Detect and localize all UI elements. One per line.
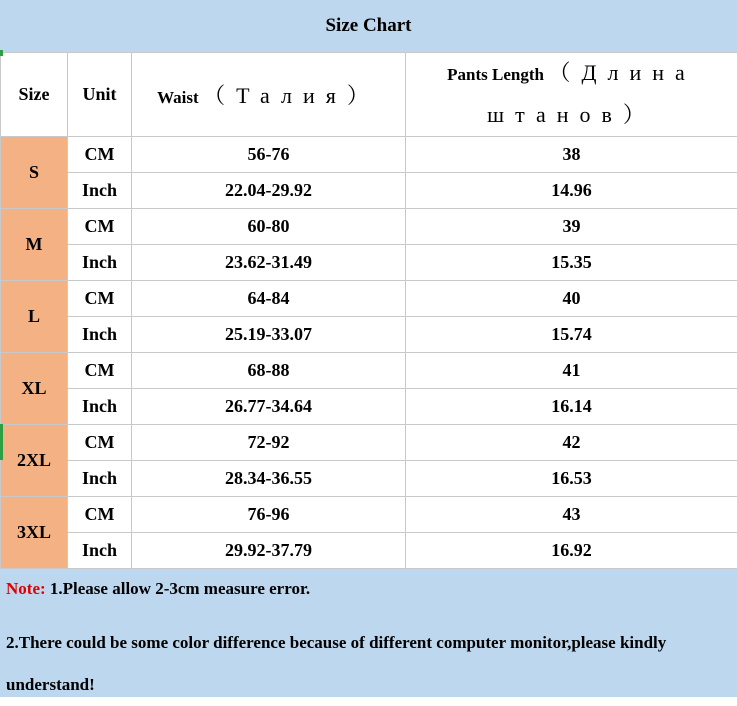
table-row [1,317,737,353]
size-table [0,52,737,569]
waist-cell: 56-76 [132,137,406,173]
unit-cell: CM [68,281,132,317]
waist-cell: 72-92 [132,425,406,461]
unit-cell: Inch [68,389,132,425]
pants-length-cell: 42 [406,425,737,461]
table-header-row [1,53,737,137]
pants-length-cell: 14.96 [406,173,737,209]
table-row [1,497,737,533]
unit-cell: Inch [68,461,132,497]
table-row [1,137,737,173]
header-unit: Unit [68,53,132,137]
table-row [1,461,737,497]
waist-cell: 23.62-31.49 [132,245,406,281]
pants-length-cell: 15.74 [406,317,737,353]
unit-cell: CM [68,353,132,389]
unit-cell: CM [68,425,132,461]
note-line-1 [6,579,310,599]
table-row [1,353,737,389]
unit-cell: Inch [68,245,132,281]
unit-cell: Inch [68,317,132,353]
size-label: S [1,137,68,209]
pants-length-cell: 39 [406,209,737,245]
pants-length-cell: 43 [406,497,737,533]
pants-length-cell: 40 [406,281,737,317]
size-label: 2XL [1,425,68,497]
waist-cell: 60-80 [132,209,406,245]
waist-cell: 26.77-34.64 [132,389,406,425]
waist-cell: 22.04-29.92 [132,173,406,209]
pants-length-cell: 16.14 [406,389,737,425]
edge-mark [0,50,3,56]
table-row [1,245,737,281]
size-label: 3XL [1,497,68,569]
size-label: M [1,209,68,281]
chart-title: Size Chart [0,0,737,53]
unit-cell: Inch [68,173,132,209]
pants-length-cell: 16.92 [406,533,737,569]
header-pants-en: Pants Length [447,65,544,84]
header-pants-length [406,53,737,137]
pants-length-cell: 15.35 [406,245,737,281]
pants-length-cell: 38 [406,137,737,173]
edge-mark [0,424,3,460]
table-row [1,281,737,317]
header-pants-ru: （Длина штанов） [487,60,696,127]
table-row [1,209,737,245]
waist-cell: 28.34-36.55 [132,461,406,497]
table-row [1,425,737,461]
waist-cell: 25.19-33.07 [132,317,406,353]
unit-cell: CM [68,497,132,533]
table-row [1,389,737,425]
header-waist [132,53,406,137]
table-row [1,173,737,209]
pants-length-cell: 16.53 [406,461,737,497]
table-row [1,533,737,569]
header-size: Size [1,53,68,137]
header-waist-ru: （Талия） [203,83,380,108]
size-label: L [1,281,68,353]
unit-cell: CM [68,209,132,245]
size-label: XL [1,353,68,425]
unit-cell: CM [68,137,132,173]
waist-cell: 64-84 [132,281,406,317]
note-label: Note: [6,579,46,598]
waist-cell: 76-96 [132,497,406,533]
pants-length-cell: 41 [406,353,737,389]
waist-cell: 29.92-37.79 [132,533,406,569]
note-text-1: 1.Please allow 2-3cm measure error. [46,579,311,598]
note-box [0,569,737,697]
unit-cell: Inch [68,533,132,569]
note-line-2: 2.There could be some color difference because of different computer monitor,please kindly understand! [6,622,731,706]
header-waist-en: Waist [157,88,199,107]
waist-cell: 68-88 [132,353,406,389]
